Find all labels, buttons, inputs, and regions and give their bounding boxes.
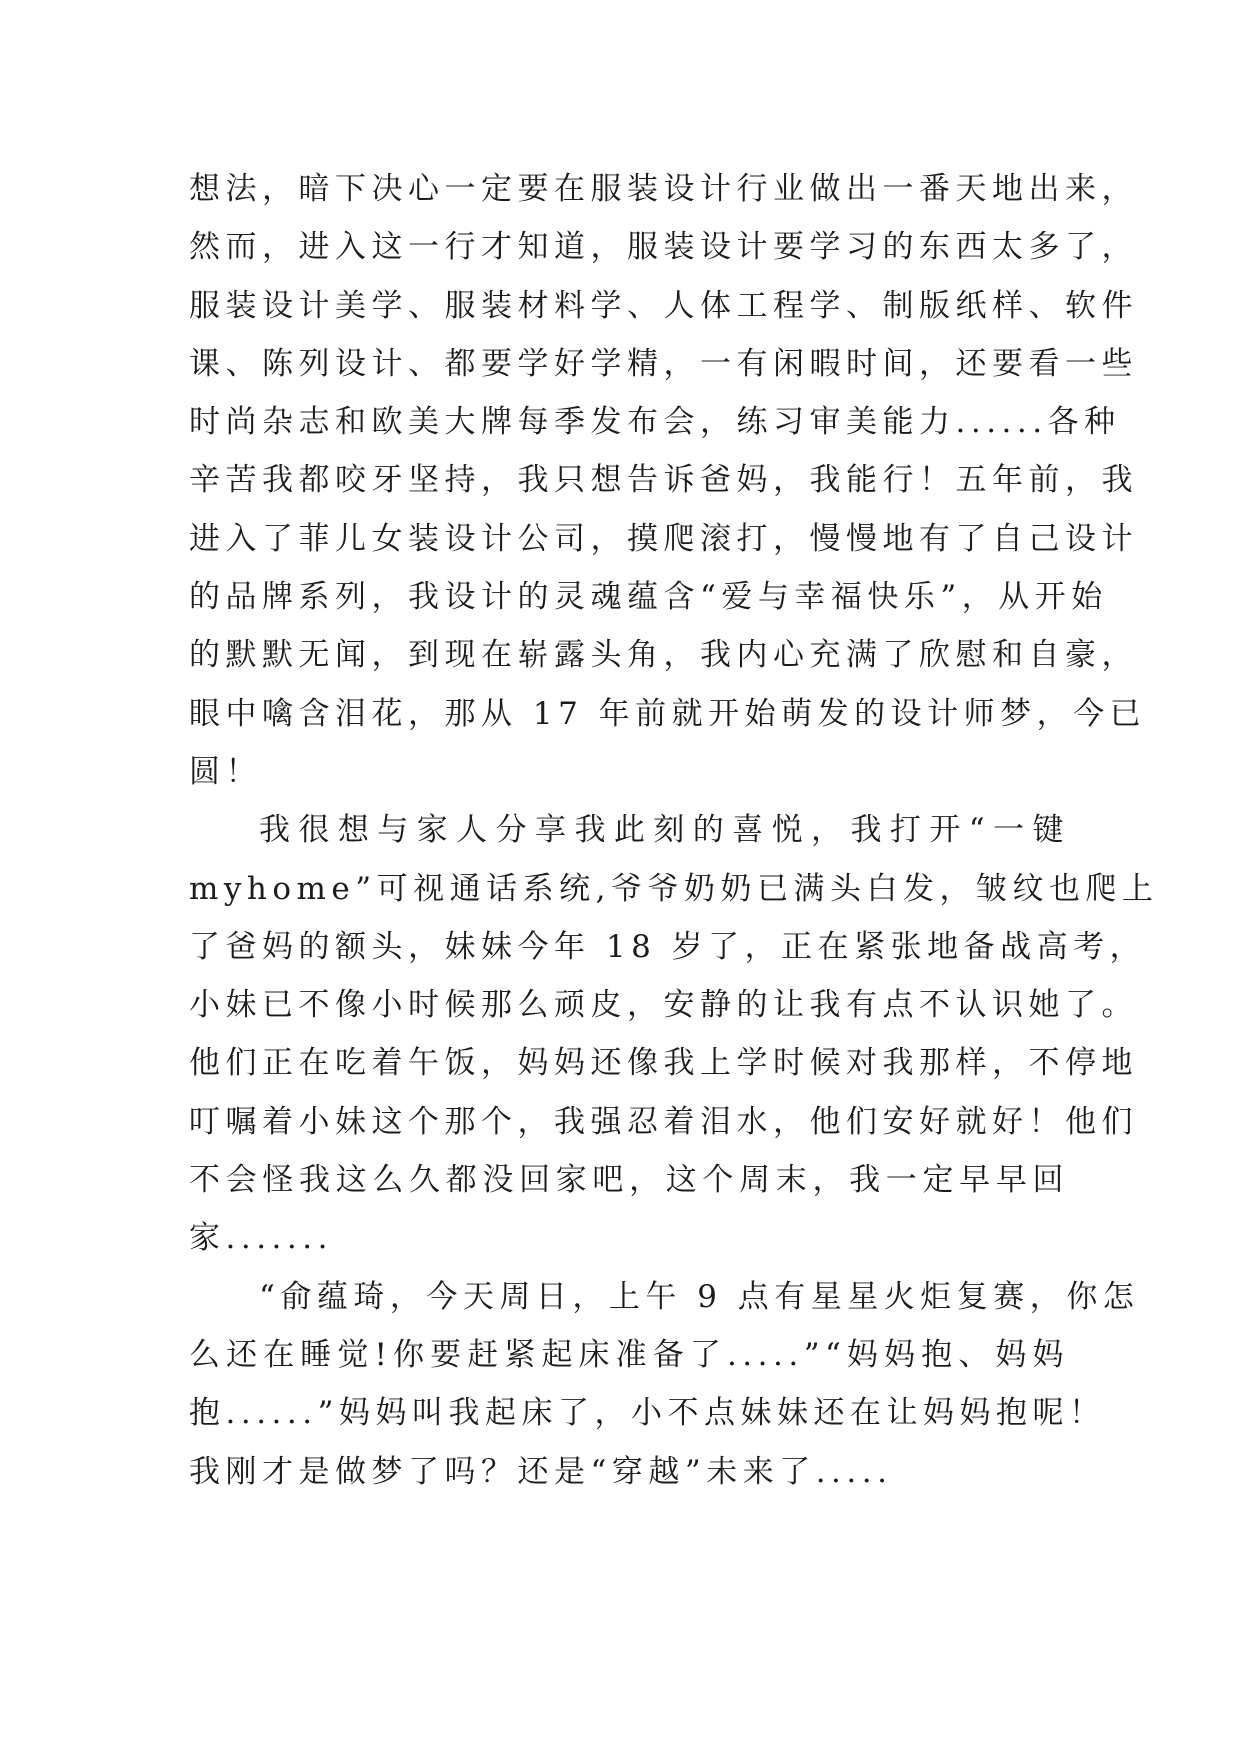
- text-line: 家.......: [189, 1220, 333, 1257]
- text-line: 眼中噙含泪花，那从 17 年前就开始萌发的设计师梦，今已: [189, 695, 1147, 732]
- text-line: 圆！: [189, 753, 262, 790]
- text-line: 课、陈列设计、都要学好学精，一有闲暇时间，还要看一些: [189, 345, 1138, 382]
- text-line: 想法，暗下决心一定要在服装设计行业做出一番天地出来，: [189, 171, 1138, 207]
- text-line: 的默默无闻，到现在崭露头角，我内心充满了欣慰和自豪，: [189, 637, 1138, 674]
- text-line: 然而，进入这一行才知道，服装设计要学习的东西太多了，: [189, 229, 1138, 266]
- text-line: 了爸妈的额头，妹妹今年 18 岁了，正在紧张地备战高考，: [189, 928, 1147, 965]
- text-line: 辛苦我都咬牙坚持，我只想告诉爸妈，我能行！五年前，我: [189, 462, 1138, 499]
- body-text: [189, 160, 1159, 1501]
- text-line: 抱......”妈妈叫我起床了，小不点妹妹还在让妈妈抱呢！: [189, 1395, 1106, 1432]
- text-line: 的品牌系列，我设计的灵魂蕴含“爱与幸福快乐”，从开始: [189, 579, 1108, 616]
- text-line: 进入了菲儿女装设计公司，摸爬滚打，慢慢地有了自己设计: [189, 520, 1138, 557]
- text-line: 不会怪我这么久都没回家吧，这个周末，我一定早早回: [189, 1162, 1069, 1199]
- text-line: 他们正在吃着午饭，妈妈还像我上学时候对我那样，不停地: [189, 1045, 1138, 1082]
- text-line: myhome”可视通话系统,爷爷奶奶已满头白发，皱纹也爬上: [189, 870, 1159, 907]
- text-line: “俞蕴琦，今天周日，上午 9 点有星星火炬复赛，你怎: [259, 1278, 1140, 1315]
- text-line: 时尚杂志和欧美大牌每季发布会，练习审美能力......各种: [189, 404, 1121, 441]
- text-line: 服装设计美学、服装材料学、人体工程学、制版纸样、软件: [189, 287, 1138, 324]
- text-line: 叮嘱着小妹这个那个，我强忍着泪水，他们安好就好！他们: [189, 1103, 1138, 1140]
- text-line: 我刚才是做梦了吗？还是“穿越”未来了.....: [189, 1453, 893, 1490]
- text-line: 小妹已不像小时候那么顽皮，安静的让我有点不认识她了。: [189, 987, 1138, 1024]
- text-line: 我很想与家人分享我此刻的喜悦，我打开“一键: [259, 812, 1069, 849]
- text-line: 么还在睡觉!你要赶紧起床准备了.....”“妈妈抱、妈妈: [189, 1336, 1069, 1373]
